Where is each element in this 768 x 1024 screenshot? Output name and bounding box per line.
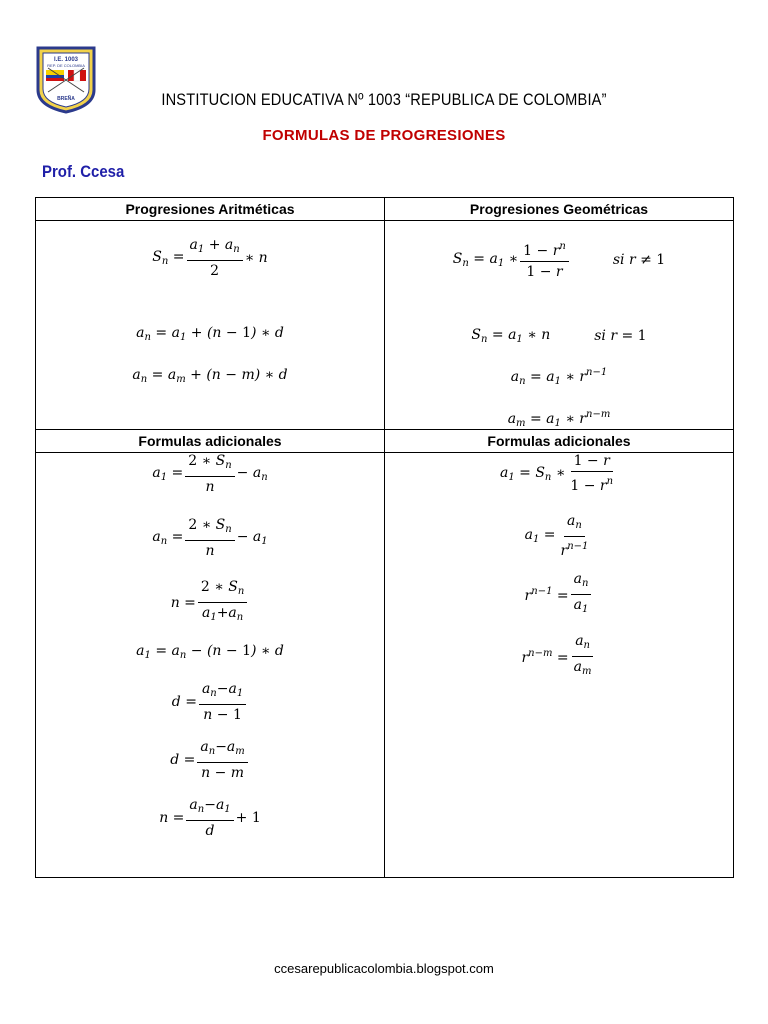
formula-add-n-from-d: n = $\frac{a_n-a_1}{d}$ + 1 — [159, 797, 261, 839]
formula-add-d: d = $\frac{a_n-a_1}{n - 1}$ — [36, 681, 384, 723]
formula-geom-sum-r1: $S_n = a_1$ ∗ n si r = 1 — [471, 327, 647, 345]
formula-geom-term-m: $a_m = a_1$ ∗ $r^{n-m}$ — [507, 409, 611, 429]
author-name: Prof. Ccesa — [42, 162, 125, 181]
header-arithmetic: Progresiones Aritméticas — [36, 198, 385, 221]
formula-add-an: $a_n$ = $\frac{2 ∗ S_n}{n}$ − $a_1$ — [152, 517, 268, 559]
logo-bottom-text: BREÑA — [57, 96, 75, 102]
formulas-table — [35, 197, 734, 878]
formula-arith-term-from-m: $a_n = a_m + (n - m)$ ∗ d — [132, 367, 288, 385]
blog-url: ccesarepublicacolombia.blogspot.com — [274, 961, 494, 976]
formula-add-geom-r-n1: $r^{n-1}$ = $\frac{a_n}{a_1}$ — [385, 571, 733, 618]
additional-geometric-cell — [385, 453, 734, 878]
header-additional-left: Formulas adicionales — [36, 430, 385, 453]
geometric-formulas-cell — [385, 221, 734, 430]
logo-text: I.E. 1003 — [53, 57, 79, 63]
header-geometric: Progresiones Geométricas — [385, 198, 734, 221]
formula-add-geom-r-nm: $r^{n-m}$ = $\frac{a_n}{a_m}$ — [521, 633, 592, 677]
formula-add-geom-a1: $a_1 = S_n$ ∗ $\frac{1 - r}{1 - r^n}$ — [499, 453, 614, 494]
formula-add-a1: $a_1$ = $\frac{2 ∗ S_n}{n}$ − $a_n$ — [152, 453, 268, 495]
formula-arith-nth-term: $a_n = a_1 + (n - 1)$ ∗ d — [136, 325, 284, 343]
arithmetic-formulas-cell — [36, 221, 385, 430]
logo-subtext: REP. DE COLOMBIA — [47, 63, 85, 68]
additional-arithmetic-cell — [36, 453, 385, 878]
formula-arith-sum: $S_n$ = $\frac{a_1 + a_n}{2}$ ∗ n — [152, 237, 268, 279]
formula-geom-nth-term: $a_n = a_1$ ∗ $r^{n-1}$ — [510, 367, 608, 387]
header-additional-right: Formulas adicionales — [385, 430, 734, 453]
school-title: INSTITUCION EDUCATIVA Nº 1003 “REPUBLICA DE COLOMBIA” — [161, 90, 607, 109]
formula-add-n: n = $\frac{2 ∗ S_n}{a_1+a_n}$ — [36, 579, 384, 626]
document-subtitle: FORMULAS DE PROGRESIONES — [262, 127, 506, 144]
formula-geom-sum: $S_n = a_1$ ∗ $\frac{1 - r^n}{1 - r}$ si r ≠ 1 — [452, 241, 666, 280]
formula-add-d-from-am: d = $\frac{a_n-a_m}{n - m}$ — [36, 739, 384, 781]
formula-add-a1-from-an: $a_1 = a_n - (n - 1)$ ∗ d — [136, 643, 284, 661]
formula-add-geom-a1-ratio: $a_1$ = $\frac{a_n}{r^{n-1}}$ — [524, 513, 589, 559]
